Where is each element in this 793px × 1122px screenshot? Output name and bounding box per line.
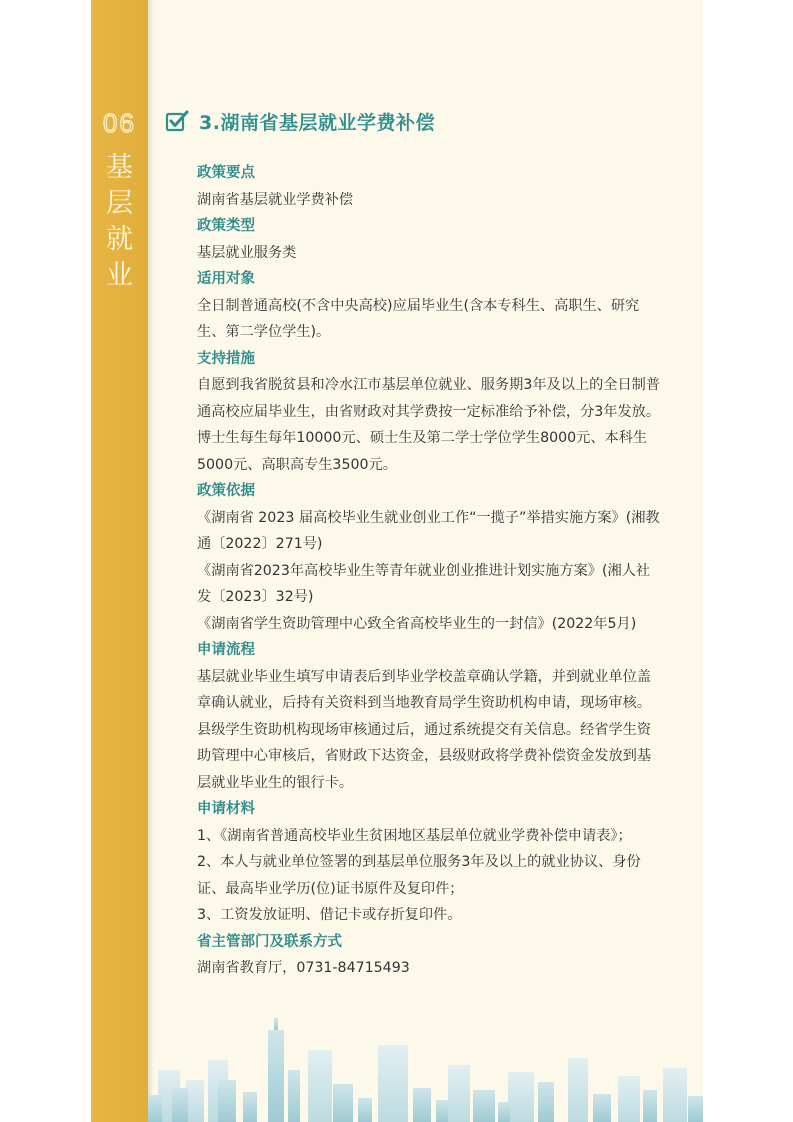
section-application-materials [197, 796, 661, 929]
section-policy-point [197, 160, 661, 213]
checkbox-check-icon [165, 109, 189, 133]
section-text: 3、工资发放证明、借记卡或存折复印件。 [197, 907, 462, 923]
section-policy-type [197, 213, 661, 266]
city-skyline-illustration [148, 1010, 703, 1122]
section-text: 全日制普通高校(不含中央高校)应届毕业生(含本专科生、高职生、研究生、第二学位学生)。 [197, 297, 640, 340]
section-contact [197, 929, 661, 982]
section-title [91, 150, 148, 294]
policy-content [197, 160, 661, 982]
section-text: 湖南省基层就业学费补偿 [197, 191, 354, 208]
sidebar-shadow [148, 0, 154, 1122]
section-label: 政策依据 [197, 483, 255, 499]
section-label: 适用对象 [197, 271, 255, 287]
section-label: 申请材料 [197, 801, 255, 817]
section-text: 《湖南省 2023 届高校毕业生就业创业工作“一揽子”举措实施方案》(湘教通〔2022〕271号) [197, 509, 660, 552]
policy-heading [165, 104, 435, 138]
section-policy-basis [197, 478, 661, 637]
section-text: 基层就业服务类 [197, 244, 297, 261]
section-text: 《湖南省2023年高校毕业生等青年就业创业推进计划实施方案》(湘人社发〔2023〕32号) [197, 562, 651, 605]
section-label: 省主管部门及联系方式 [197, 933, 342, 950]
section-label: 政策类型 [197, 218, 255, 234]
section-number: 06 [103, 108, 136, 138]
section-title-char: 业 [106, 260, 133, 291]
section-text: 2、本人与就业单位签署的到基层单位服务3年及以上的就业协议、身份证、最高毕业学历(位)证书原件及复印件； [197, 854, 641, 897]
section-text: 基层就业毕业生填写申请表后到毕业学校盖章确认学籍，并到就业单位盖章确认就业，后持有关资料到当地教育局学生资助机构申请，现场审核。县级学生资助机构现场审核通过后，通过系统提交有关信息。经省学生资助管理中心审核后，省财政下达资金，县级财政将学费补偿资金发放到基层就业毕业生的银行卡。 [197, 668, 652, 791]
section-label: 支持措施 [197, 350, 255, 367]
section-title-char: 基 [106, 152, 133, 183]
section-text: 湖南省教育厅，0731-84715493 [197, 960, 410, 976]
policy-title: 3.湖南省基层就业学费补偿 [199, 111, 435, 134]
section-eligibility [197, 266, 661, 346]
section-support-measures [197, 346, 661, 479]
section-label: 政策要点 [197, 165, 255, 181]
section-title-char: 层 [106, 188, 133, 219]
section-title-char: 就 [106, 224, 133, 255]
section-text: 自愿到我省脱贫县和冷水江市基层单位就业、服务期3年及以上的全日制普通高校应届毕业生，由省财政对其学费按一定标准给予补偿，分3年发放。博士生每生每年10000元、硕士生及第二学士学位学生8000元、本科生5000元、高职高专生3500元。 [197, 377, 661, 473]
section-application-process [197, 637, 661, 796]
section-text: 《湖南省学生资助管理中心致全省高校毕业生的一封信》(2022年5月) [197, 615, 637, 632]
section-text: 1、《湖南省普通高校毕业生贫困地区基层单位就业学费补偿申请表》； [197, 827, 632, 844]
section-label: 申请流程 [197, 642, 255, 658]
